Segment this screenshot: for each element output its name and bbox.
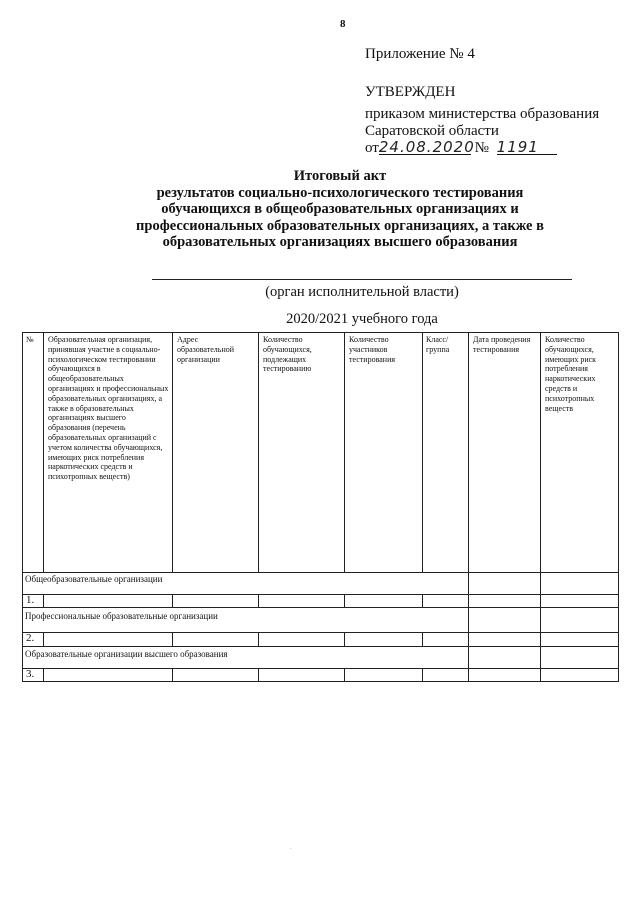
table-border	[618, 332, 619, 682]
table-border	[258, 594, 259, 607]
table-border	[468, 646, 469, 668]
table-border	[540, 668, 541, 681]
header-at-risk: Количество обучающихся, имеющих риск потребления наркотических средств и психотропных веществ	[545, 335, 597, 413]
table-border	[344, 332, 345, 572]
table-border	[540, 607, 541, 632]
table-border	[22, 572, 619, 573]
table-border	[468, 607, 469, 632]
document-title	[60, 168, 620, 251]
approval-title: УТВЕРЖДЕН	[365, 84, 456, 100]
section-general-education: Общеобразовательные организации	[25, 574, 163, 584]
header-participants: Количество участников тестирования	[349, 335, 396, 364]
header-organization: Образовательная организация, принявшая участие в социально-психологическом тестировании обучающихся в общеобразовательных организациях и профессиональных образовательных организациях, а также в образовательных организациях высшего образования (перечень образовательных организаций с учетом количества обучающихся, имеющих риск потребления наркотических средств и психотропных веществ)	[48, 335, 169, 482]
title-line: Итоговый акт	[293, 168, 387, 184]
table-border	[540, 632, 541, 646]
table-border	[172, 632, 173, 646]
approval-from-label: от	[365, 140, 379, 156]
table-border	[22, 594, 619, 595]
table-border	[468, 668, 469, 681]
table-border	[540, 332, 541, 572]
table-border	[172, 594, 173, 607]
table-border	[422, 332, 423, 572]
table-border	[43, 668, 44, 681]
table-border	[422, 668, 423, 681]
page-number: 8	[340, 18, 346, 30]
authority-underline	[152, 279, 572, 280]
table-border	[422, 632, 423, 646]
approval-block	[365, 84, 599, 157]
results-table	[22, 332, 619, 682]
table-border	[43, 332, 44, 572]
table-border	[22, 668, 619, 669]
table-border	[468, 632, 469, 646]
table-border	[468, 572, 469, 594]
table-border	[422, 594, 423, 607]
table-border	[22, 332, 23, 682]
table-border	[258, 668, 259, 681]
table-border	[22, 332, 619, 333]
table-border	[172, 668, 173, 681]
approval-date-line	[365, 140, 599, 157]
table-border	[258, 332, 259, 572]
title-line: обучающихся в общеобразовательных организациях и	[161, 201, 519, 217]
table-border	[22, 632, 619, 633]
table-border	[540, 572, 541, 594]
header-address: Адрес образовательной организации	[177, 335, 234, 364]
table-border	[540, 646, 541, 668]
header-students-to-test: Количество обучающихся, подлежащих тестированию	[263, 335, 312, 374]
table-border	[43, 594, 44, 607]
header-number: №	[26, 335, 34, 344]
scan-speck: .	[290, 845, 292, 851]
table-border	[540, 594, 541, 607]
table-border	[468, 332, 469, 572]
school-year: 2020/2021 учебного года	[286, 311, 438, 327]
table-border	[344, 668, 345, 681]
handwritten-date: 24.08.2020	[378, 138, 475, 156]
header-test-date: Дата проведения тестирования	[473, 335, 531, 354]
row-number: 2.	[26, 632, 35, 644]
approval-line-1: приказом министерства образования	[365, 106, 600, 122]
header-class-group: Класс/ группа	[426, 335, 450, 354]
authority-caption: (орган исполнительной власти)	[265, 284, 459, 300]
appendix-label: Приложение № 4	[365, 46, 475, 62]
row-number: 3.	[26, 668, 35, 680]
handwritten-number: 1191	[497, 140, 557, 155]
table-border	[22, 681, 619, 682]
section-professional-education: Профессиональные образовательные организации	[25, 611, 218, 621]
table-border	[258, 632, 259, 646]
table-border	[22, 607, 619, 608]
approval-number-label: №	[474, 140, 489, 156]
approval-line-2: Саратовской области	[365, 123, 499, 139]
table-border	[43, 632, 44, 646]
table-border	[172, 332, 173, 572]
table-border	[344, 632, 345, 646]
section-higher-education: Образовательные организации высшего образования	[25, 649, 228, 659]
table-border	[344, 594, 345, 607]
title-line: образовательных организациях высшего образования	[162, 234, 518, 250]
title-line: результатов социально-психологического тестирования	[156, 184, 524, 201]
table-border	[468, 594, 469, 607]
title-line: профессиональных образовательных организациях, а также в	[136, 217, 544, 234]
row-number: 1.	[26, 594, 35, 606]
table-border	[22, 646, 619, 647]
